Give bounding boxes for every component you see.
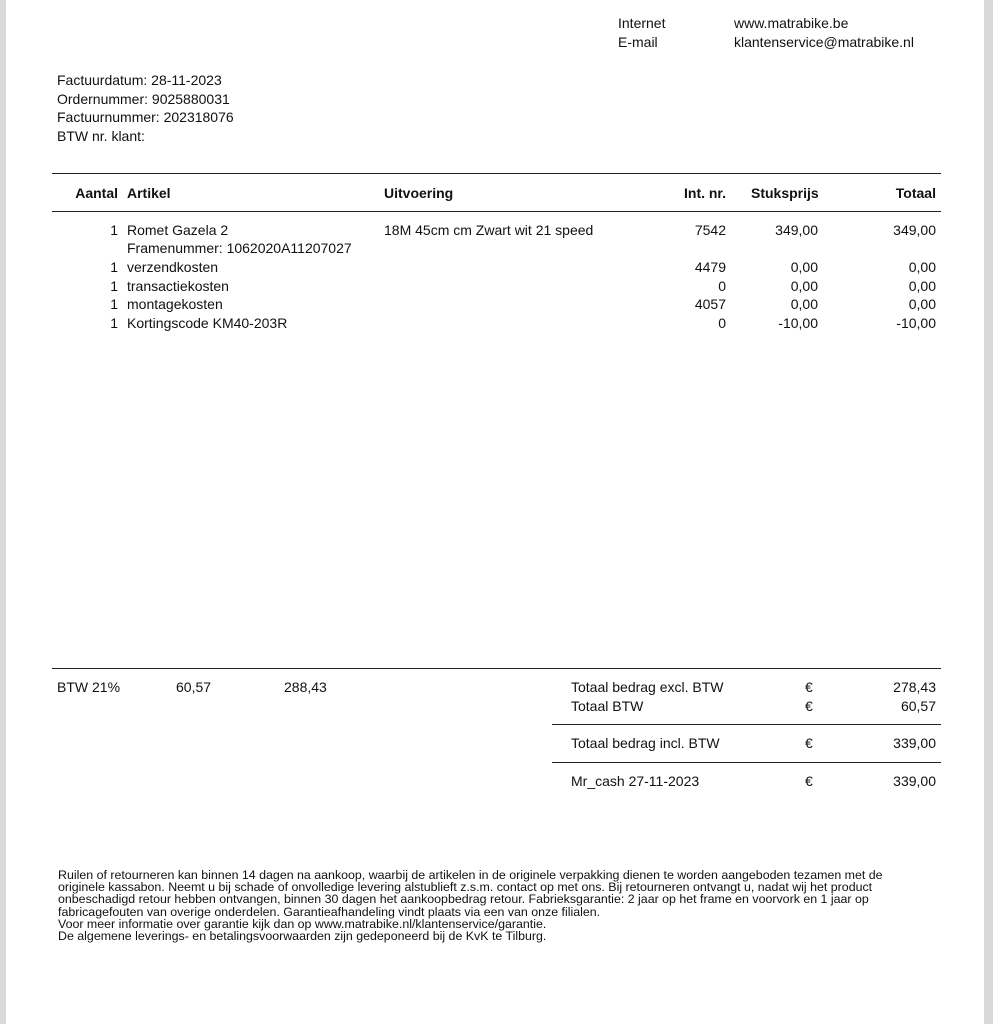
email-value: klantenservice@matrabike.nl (734, 34, 914, 50)
customer-vat-number: BTW nr. klant: (57, 128, 145, 144)
vat-amount: 60,57 (176, 679, 212, 695)
terms-line: onbeschadigd retour hebben ontvangen, binnen 30 dagen het aankoopbedrag retour. Fabrieksgarantie: 2 jaar op het frame en voorvork en 1 jaar op (58, 892, 869, 907)
header-int-nr: Int. nr. (684, 185, 726, 201)
terms-line: De algemene leverings- en betalingsvoorwaarden zijn gedeponeerd bij de KvK te Tilburg. (58, 929, 547, 944)
internet-value: www.matrabike.be (734, 15, 849, 31)
table-top-line (52, 173, 941, 174)
total-vat-label: Totaal BTW (571, 698, 644, 714)
row-2-artikel: verzendkosten (127, 259, 219, 275)
invoice-date: Factuurdatum: 28-11-2023 (57, 72, 222, 88)
payment-currency: € (805, 773, 813, 789)
terms-line: originele kassabon. Neemt u bij schade of onvolledige levering alstublieft z.s.m. contact op met ons. Bij retourneren ontvangt u, nadat wij het product (58, 880, 873, 895)
table-header-line (52, 211, 941, 212)
total-incl-vat-currency: € (805, 735, 813, 751)
row-2-stuksprijs: 0,00 (790, 259, 818, 275)
total-incl-vat-value: 339,00 (893, 735, 936, 751)
total-excl-vat-value: 278,43 (893, 679, 936, 695)
row-4-aantal: 1 (110, 296, 118, 312)
row-1-artikel: Romet Gazela 2 (127, 222, 229, 238)
row-5-totaal: -10,00 (896, 315, 936, 331)
row-1-uitvoering: 18M 45cm cm Zwart wit 21 speed (384, 222, 594, 238)
terms-line: fabricagefouten van overige onderdelen. Garantieafhandeling vindt plaats via een van onze filialen. (58, 904, 601, 919)
row-2-aantal: 1 (110, 259, 118, 275)
header-uitvoering: Uitvoering (384, 185, 454, 201)
row-1-aantal: 1 (110, 222, 118, 238)
totals-bottom-line (552, 762, 941, 763)
total-excl-vat-label: Totaal bedrag excl. BTW (571, 679, 724, 695)
header-aantal: Aantal (75, 185, 118, 201)
vat-base-amount: 288,43 (284, 679, 327, 695)
row-3-aantal: 1 (110, 278, 118, 294)
payment-value: 339,00 (893, 773, 936, 789)
terms-line: Ruilen of retourneren kan binnen 14 dagen na aankoop, waarbij de artikelen in de originele verpakking dienen te worden aangeboden tezamen met de (58, 868, 883, 882)
row-4-int-nr: 4057 (694, 296, 726, 312)
invoice-page (6, 0, 984, 1024)
row-4-artikel: montagekosten (127, 296, 223, 312)
row-3-totaal: 0,00 (908, 278, 936, 294)
total-vat-value: 60,57 (900, 698, 936, 714)
row-1-frame-number: Framenummer: 1062020A11207027 (127, 240, 352, 256)
row-4-totaal: 0,00 (908, 296, 936, 312)
terms-and-conditions (58, 869, 948, 942)
internet-label: Internet (618, 15, 666, 31)
row-1-stuksprijs: 349,00 (775, 222, 818, 238)
row-5-int-nr: 0 (718, 315, 726, 331)
row-3-int-nr: 0 (718, 278, 726, 294)
invoice-number: Factuurnummer: 202318076 (57, 109, 234, 125)
vat-rate-label: BTW 21% (57, 679, 121, 695)
row-4-stuksprijs: 0,00 (790, 296, 818, 312)
totals-top-line (52, 668, 941, 669)
total-incl-vat-label: Totaal bedrag incl. BTW (571, 735, 720, 751)
row-3-artikel: transactiekosten (127, 278, 229, 294)
row-3-stuksprijs: 0,00 (790, 278, 818, 294)
totals-mid-line (552, 724, 941, 725)
total-vat-currency: € (805, 698, 813, 714)
row-2-totaal: 0,00 (908, 259, 936, 275)
row-2-int-nr: 4479 (694, 259, 726, 275)
order-number: Ordernummer: 9025880031 (57, 91, 230, 107)
row-5-aantal: 1 (110, 315, 118, 331)
email-label: E-mail (618, 34, 658, 50)
row-5-artikel: Kortingscode KM40-203R (127, 315, 288, 331)
total-excl-vat-currency: € (805, 679, 813, 695)
row-1-totaal: 349,00 (893, 222, 936, 238)
header-stuksprijs: Stuksprijs (751, 185, 819, 201)
row-5-stuksprijs: -10,00 (778, 315, 818, 331)
row-1-int-nr: 7542 (694, 222, 726, 238)
header-totaal: Totaal (895, 185, 936, 201)
header-artikel: Artikel (127, 185, 171, 201)
terms-line: Voor meer informatie over garantie kijk dan op www.matrabike.nl/klantenservice/garantie. (58, 916, 547, 931)
payment-label: Mr_cash 27-11-2023 (571, 773, 700, 789)
